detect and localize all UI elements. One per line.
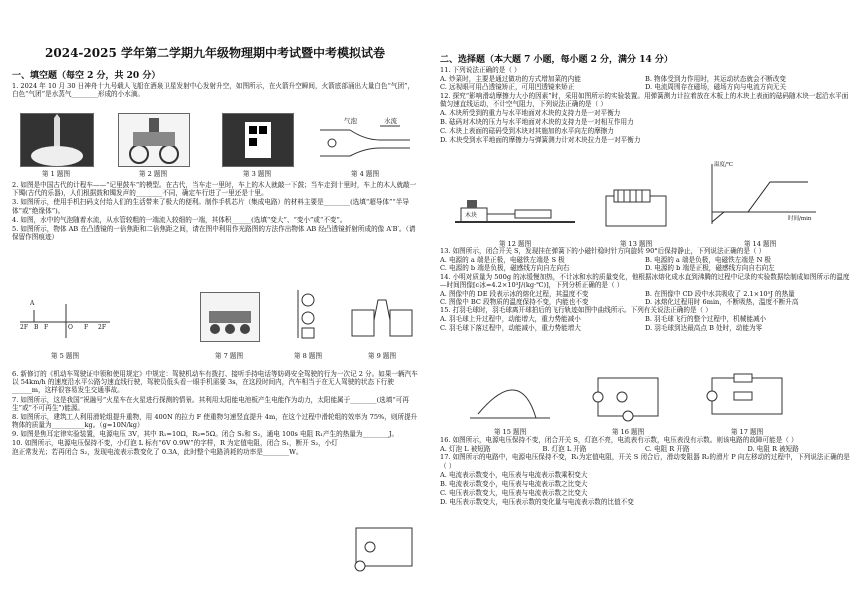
friction-experiment-diagram: [455, 186, 575, 230]
temperature-time-graph: [700, 160, 820, 234]
badminton-trajectory-diagram: [470, 370, 550, 422]
lens-label-2f-left: 2F: [20, 324, 28, 331]
q11-option-c: C. 远视眼可用凸透镜矫正，可用凹透镜来矫正: [440, 83, 575, 92]
caption-fig2: 第 2 题图: [138, 170, 168, 178]
question-15-options-row1: [440, 315, 850, 323]
caption-fig14: 第 14 题图: [743, 240, 777, 248]
question-5: 5. 如图所示，物体 AB 在凸透镜的一倍焦距和二倍焦距之间，请在图中利用作光路图的方法作出物体 AB 经凸透镜折射所成的像 A′B′。（请保留作图痕迹）: [12, 224, 416, 242]
exam-title: 2024-2025 学年第二学期九年级物理期中考试暨中考模拟试卷: [45, 46, 385, 60]
question-1: 1. 2024 年 10 月 30 日神舟十九号载人飞船在酒泉卫星发射中心发射升空，如图所示，在火箭升空瞬间，火箭底部涌出大量白色“气团”，白色“气团”是水蒸气________形成的小水滴。: [12, 82, 415, 99]
q13-option-d: D. 电源的 b 端是正极，磁感线方向自右向左: [645, 264, 775, 273]
right-questions-bottom: [440, 436, 850, 507]
caption-fig17: 第 17 题图: [730, 428, 764, 436]
q15-option-b: B. 羽毛球飞行的整个过程中，机械能减小: [645, 315, 767, 324]
q13-option-c: C. 电源的 b 端是负极，磁感线方向自左向右: [440, 264, 570, 273]
left-questions-bottom: [12, 370, 420, 457]
caption-fig5: 第 5 题图: [50, 352, 80, 360]
question-15-stem: 15. 打羽毛球时，羽毛球离开球拍后的飞行轨迹如图中曲线所示。下列有关说法正确的是（ ）: [440, 306, 712, 315]
mars-rover-image: [200, 292, 260, 342]
question-14-options-row1: [440, 290, 850, 298]
circuit-q10-diagram: [350, 520, 418, 572]
pulley-diagram: [278, 288, 338, 340]
q11-option-d: D. 电流周围存在磁场，磁场方向与电流方向无关: [645, 83, 787, 92]
bubble-label: 气泡: [344, 117, 357, 125]
caption-fig8: 第 8 题图: [293, 352, 323, 360]
question-10: 10. 如图所示，电源电压保持不变，小灯泡 L 标有“6V 0.9W”的字样，R 为定值电阻，闭合 S₁，断开 S₂，小灯泡正常发光；若再闭合 S₂，发现电流表示数变化了 0.3A，此时整个电路消耗的功率是________W。: [12, 439, 338, 456]
question-3: 3. 如图所示，使用手机扫码支付给人们的生活带来了极大的便利。制作手机芯片（集成电路）的材料主要是________(选填“超导体”“半导体”或“绝缘体”)。: [12, 198, 409, 215]
q15-option-a: A. 羽毛球上升过程中，动能增大，重力势能减小: [440, 315, 581, 324]
q13-option-b: B. 电源的 a 端是负极，电磁铁左端是 N 极: [645, 256, 772, 265]
question-13-stem: 13. 如图所示，闭合开关 S，发现挂在弹簧下的小磁针稳时针方向旋转 90°后保持静止，下列说法正确的是（ ）: [440, 247, 766, 255]
right-questions-mid: [440, 247, 850, 332]
q16-option-a: A. 灯泡 L 被短路: [440, 445, 491, 454]
lens-label-f-left: F: [44, 324, 49, 331]
joule-experiment-diagram: [348, 290, 416, 340]
rover-icon: [201, 293, 259, 341]
question-11-stem: 11. 下列说法正确的是（ ）: [440, 66, 521, 74]
q14-option-a: A. 图像中的 DE 段表示冰的熔化过程，其温度不变: [440, 289, 589, 298]
graph-y-axis-label: 温度/℃: [714, 162, 734, 168]
lens-label-a: A: [30, 300, 35, 307]
question-12-stem: 12. 探究“影响滑动摩擦力大小的因素”时，采用如图所示的实验装置。用弹簧测力计拉着放在木板上的木块上表面的砝码随木块一起沿水平面做匀速直线运动，不计空气阻力，下列说法正确的是（ ）: [440, 91, 849, 108]
rocket-icon: [21, 114, 93, 166]
left-questions-top: [12, 82, 420, 99]
q12-option-a: A. 木块所受到的重力与水平地面对木块的支持力是一对平衡力: [440, 108, 621, 117]
lens-label-b: B: [34, 324, 39, 331]
caption-fig4: 第 4 题图: [350, 170, 380, 178]
right-questions-top: [440, 66, 850, 146]
q13-option-a: A. 电源的 a 端是正极，电磁铁左端是 S 极: [440, 256, 565, 265]
lens-label-2f-right: 2F: [98, 324, 106, 331]
lens-diagram: [20, 300, 110, 340]
phone-scan-image: [222, 113, 294, 167]
question-4: 4. 如图，水中的气泡随着水流，从水管较粗的一端流入较细的一端，其体积______(选填“变大”、“变小”或“不变”。: [12, 215, 347, 224]
left-questions-mid: [12, 181, 420, 242]
question-9: 9. 如图是焦耳定律实验装置，电源电压 3V，其中 R₁=10Ω，R₂=5Ω。闭合 S₁和 S₂，通电 100s 电阻 R₁产生的热量为________J。: [12, 430, 399, 439]
block-label: 木块: [465, 212, 478, 219]
q15-option-d: D. 羽毛球到达最高点 B 处时，动能为零: [645, 323, 763, 332]
q11-option-b: B. 物体受到力作用时，其运动状态就会不断改变: [645, 75, 786, 84]
electromagnet-diagram: [596, 182, 676, 232]
rocket-launch-image: [20, 113, 94, 167]
section2-heading: 二、选择题（本大题 7 小题，每小题 2 分，满分 14 分）: [440, 55, 673, 65]
circuit-q16-diagram: [588, 372, 668, 422]
drum-cart-icon: [119, 114, 189, 166]
caption-fig15: 第 15 题图: [493, 428, 527, 436]
question-6: 6. 新修订的《机动车驾驶证申领和使用规定》中规定：驾驶机动车有拨打、接听手持电话等妨碍安全驾驶的行为一次记 2 分。如果一辆汽车以 54km/h 的速度沿水平公路匀速直线行驶，驾驶员低头看一眼手机需要 3s，在这段时间内，汽车相当于在无人驾驶的状态下行驶______m，这样很容易发生交通事故。: [12, 370, 418, 395]
caption-fig16: 第 16 题图: [611, 428, 645, 436]
q17-option-b: B. 电流表示数变小，电压表与电流表示数之比变大: [440, 479, 588, 488]
q12-option-c: C. 木块上表面的砝码受到木块对其施加的水平向左的摩擦力: [440, 127, 614, 136]
section1-heading: 一、填空题（每空 2 分，共 20 分）: [12, 71, 161, 81]
q17-option-a: A. 电流表示数变小，电压表与电流表示数乘积变大: [440, 470, 588, 479]
question-8: 8. 如图所示，建筑工人利用滑轮组提升重物，用 400N 的拉力 F 使重物匀速竖直提升 4m，在这个过程中滑轮组的效率为 75%，则所提升物体的质量为__________kg。（g=10N/kg）: [12, 412, 418, 430]
question-15-options-row2: [440, 324, 850, 332]
caption-fig1: 第 1 题图: [41, 170, 71, 178]
q16-option-b: B. 灯泡 L 开路: [542, 445, 587, 454]
question-13-options-row2: [440, 264, 850, 272]
q11-option-a: A. 炒菜时，主要是通过做功的方式增加菜的内能: [440, 75, 581, 84]
q14-option-c: C. 图像中 BC 段物质的温度保持不变，内能也不变: [440, 298, 589, 307]
lens-label-o: O: [68, 324, 73, 331]
question-7: 7. 如图所示，这是我国“祝融号”火星车在火星进行探测的情景。其利用太阳能电池板产生电能作为动力，太阳能属于________(选填“可再生”或“不可再生”)能源。: [12, 395, 409, 412]
q16-option-c: C. 电阻 R 开路: [645, 445, 690, 454]
question-14-options-row2: [440, 298, 850, 306]
question-16-stem: 16. 如图所示，电源电压保持不变，闭合开关 S，灯泡不亮，电流表有示数，电压表没有示数。则该电路的故障可能是（ ）: [440, 436, 798, 444]
q15-option-c: C. 羽毛球下落过程中，动能减小，重力势能增大: [440, 323, 581, 332]
question-17-stem: 17. 如图所示的电路中，电源电压保持不变，R₁为定值电阻，开关 S 闭合后，滑动变阻器 R₂的滑片 P 向左移动的过程中，下列说法正确的是（ ）: [440, 453, 850, 470]
question-11-options-row2: [440, 83, 850, 91]
lens-label-f-right: F: [84, 324, 89, 331]
question-2: 2. 如图是中国古代的计程车——“记里鼓车”的模型。在古代，当车走一里时，车上的木人就敲一下鼓；当车走到十里时，车上的木人就敲一下镯(古代的乐器)，人们根据鼓和镯发声的________不同，确定车行进了一里还是十里。: [12, 181, 417, 198]
q14-option-b: B. 在图像中 CD 段中水共吸收了 2.1×10⁵J 的热量: [645, 289, 795, 298]
q16-option-d: D. 电阻 R 被短路: [747, 445, 799, 454]
pipe-bubble-diagram: [320, 116, 410, 164]
q14-option-d: D. 冰熔化过程用时 6min，不断吸热，温度不断升高: [645, 298, 799, 307]
caption-fig7: 第 7 题图: [214, 352, 244, 360]
drum-cart-image: [118, 113, 190, 167]
q12-option-d: D. 木块受到水平地面的摩擦力与弹簧测力计对木块拉力是一对平衡力: [440, 136, 641, 145]
caption-fig12: 第 12 题图: [498, 240, 532, 248]
q12-option-b: B. 砝码对木块的压力与水平地面对木块的支持力是一对相互作用力: [440, 118, 634, 127]
caption-fig9: 第 9 题图: [367, 352, 397, 360]
circuit-q17-diagram: [704, 370, 790, 422]
q17-option-c: C. 电压表示数变大，电压表与电流表示数之比变大: [440, 489, 588, 498]
graph-x-axis-label: 时间/min: [788, 216, 812, 222]
question-14-stem: 14. 小明对质量为 500g 的冰缓慢加热，不计冰和水的质量变化，他根据冰熔化成水直到沸腾的过程中记录的实验数据绘制成如图所示的温度—时间图像[c冰=4.2×10³J/(kg·℃)]，下列分析正确的是（ ）: [440, 272, 850, 289]
flow-label: 水流: [384, 117, 397, 125]
qr-code-icon: [223, 114, 293, 166]
caption-fig13: 第 13 题图: [619, 240, 653, 248]
caption-fig3: 第 3 题图: [242, 170, 272, 178]
q17-option-d: D. 电压表示数变大，电压表示数的变化量与电流表示数的比值不变: [440, 498, 634, 507]
